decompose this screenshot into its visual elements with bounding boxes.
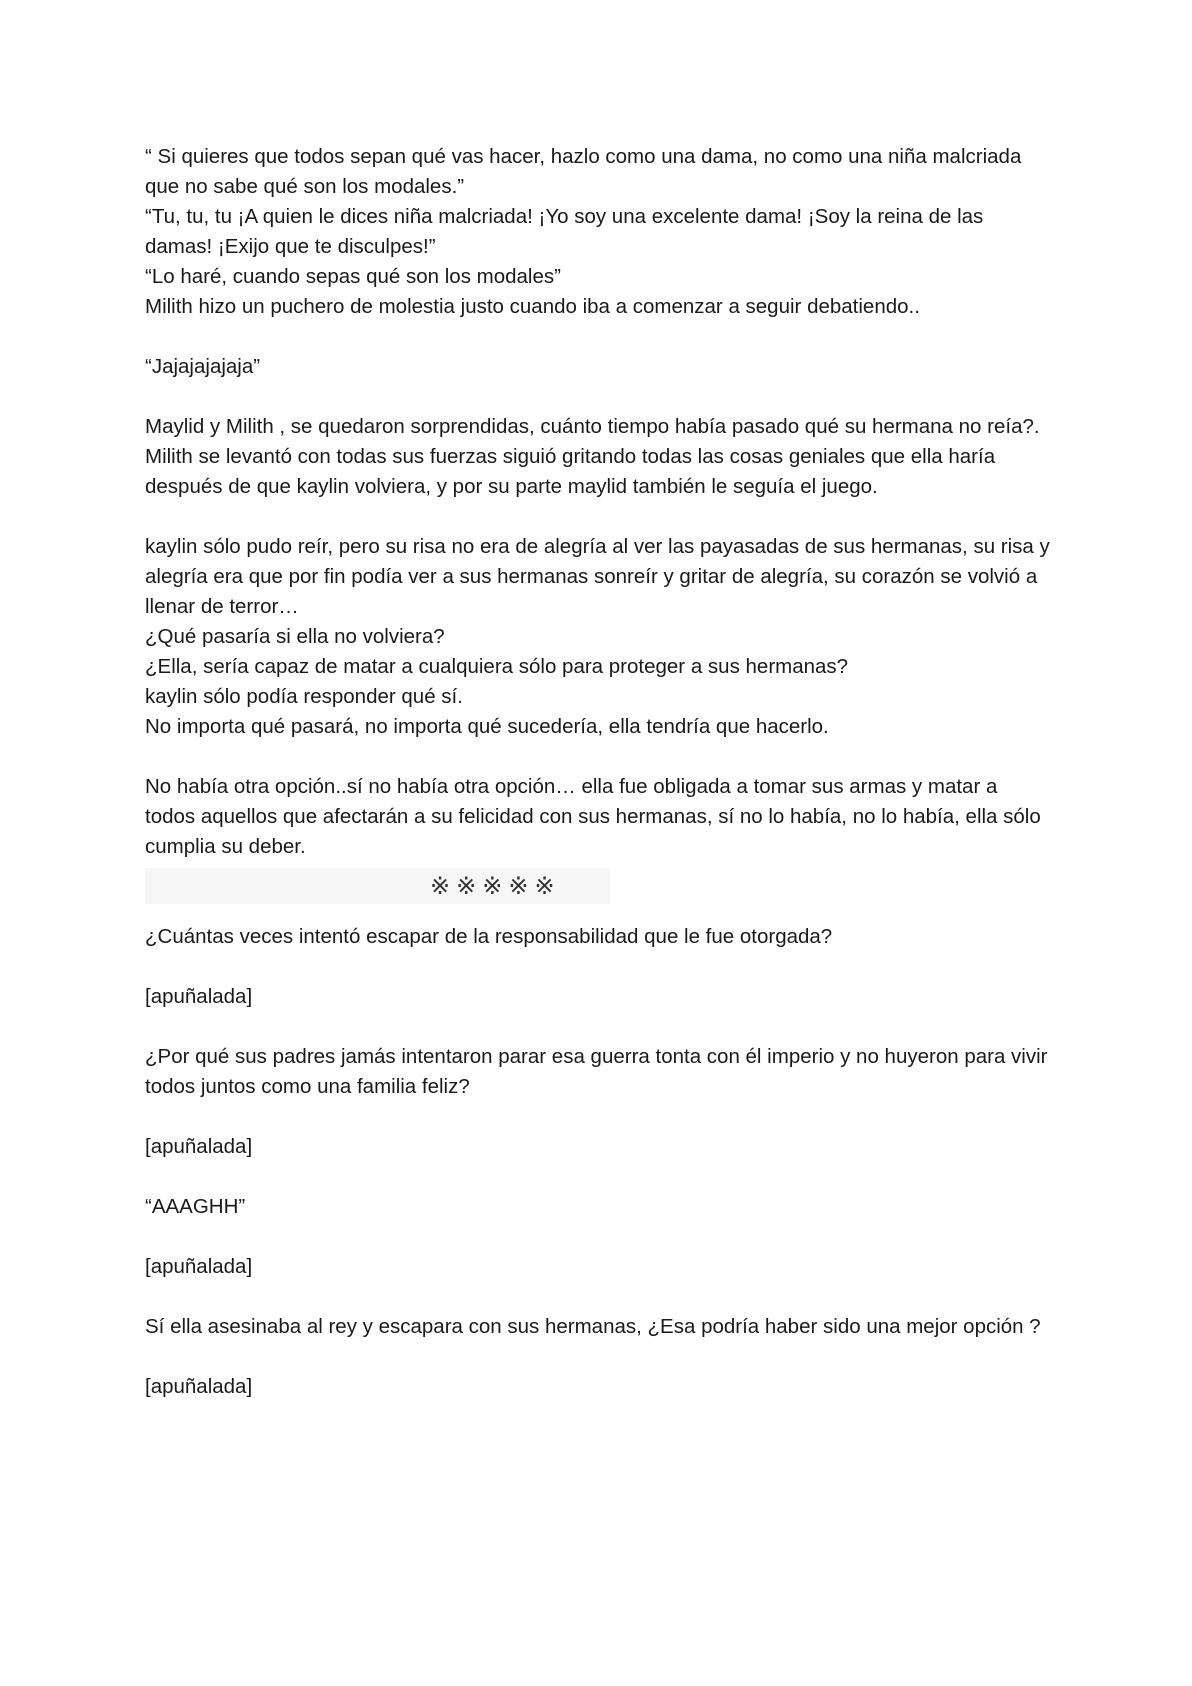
separator-marks: ※※※※※ [430, 872, 561, 900]
dialogue-paragraph: “AAAGHH” [145, 1195, 246, 1218]
blank-line [145, 1342, 1050, 1372]
blank-line [145, 1222, 1050, 1252]
narration-paragraph: No había otra opción..sí no había otra opción… ella fue obligada a tomar sus armas y matar a todos aquellos que afectarán a su felicidad con sus hermanas, sí no lo había, no lo había, ella sólo cumplia su deber. [145, 775, 1041, 858]
narration-paragraph: No importa qué pasará, no importa qué sucedería, ella tendría que hacerlo. [145, 715, 829, 738]
narration-paragraph: ¿Por qué sus padres jamás intentaron parar esa guerra tonta con él imperio y no huyeron para vivir todos juntos como una familia feliz? [145, 1045, 1048, 1098]
narration-paragraph: ¿Ella, sería capaz de matar a cualquiera sólo para proteger a sus hermanas? [145, 655, 849, 678]
narration-paragraph: Maylid y Milith , se quedaron sorprendidas, cuánto tiempo había pasado qué su hermana no reía?. [145, 415, 1040, 438]
blank-line [145, 742, 1050, 772]
blank-line [145, 322, 1050, 352]
narration-paragraph: kaylin sólo pudo reír, pero su risa no era de alegría al ver las payasadas de sus hermanas, su risa y alegría era que por fin podía ver a sus hermanas sonreír y gritar de alegría, su corazón se volvió a llenar de terror… [145, 535, 1050, 618]
dialogue-paragraph: “Jajajajajaja” [145, 355, 261, 378]
sound-effect-line: [apuñalada] [145, 1255, 253, 1278]
sound-effect-line: [apuñalada] [145, 1135, 253, 1158]
blank-line [145, 1162, 1050, 1192]
blank-line [145, 1102, 1050, 1132]
document-body [145, 142, 1050, 1402]
narration-paragraph: kaylin sólo podía responder qué sí. [145, 685, 463, 708]
scene-separator [145, 868, 1050, 904]
blank-line [145, 1012, 1050, 1042]
blank-line [145, 1282, 1050, 1312]
sound-effect-line: [apuñalada] [145, 1375, 253, 1398]
narration-paragraph: Sí ella asesinaba al rey y escapara con sus hermanas, ¿Esa podría haber sido una mejor opción ? [145, 1315, 1041, 1338]
dialogue-paragraph: “ Si quieres que todos sepan qué vas hacer, hazlo como una dama, no como una niña malcriada que no sabe qué son los modales.” [145, 145, 1022, 198]
narration-paragraph: ¿Cuántas veces intentó escapar de la responsabilidad que le fue otorgada? [145, 925, 833, 948]
narration-paragraph: ¿Qué pasaría si ella no volviera? [145, 625, 445, 648]
narration-paragraph: Milith se levantó con todas sus fuerzas siguió gritando todas las cosas geniales que ella haría después de que kaylin volviera, y por su parte maylid también le seguía el juego. [145, 445, 996, 498]
dialogue-paragraph: “Tu, tu, tu ¡A quien le dices niña malcriada! ¡Yo soy una excelente dama! ¡Soy la reina de las damas! ¡Exijo que te disculpes!” [145, 205, 984, 258]
dialogue-paragraph: “Lo haré, cuando sepas qué son los modales” [145, 265, 561, 288]
blank-line [145, 952, 1050, 982]
blank-line [145, 502, 1050, 532]
blank-line [145, 382, 1050, 412]
narration-paragraph: Milith hizo un puchero de molestia justo cuando iba a comenzar a seguir debatiendo.. [145, 295, 920, 318]
sound-effect-line: [apuñalada] [145, 985, 253, 1008]
